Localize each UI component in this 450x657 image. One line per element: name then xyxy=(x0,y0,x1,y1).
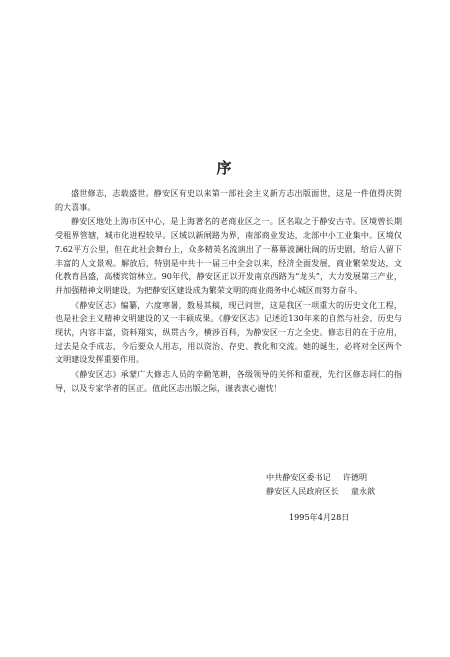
signature-line xyxy=(266,470,375,484)
signature-block xyxy=(266,470,375,498)
signature-name: 许德明 xyxy=(342,472,368,482)
signature-date: 1995年4月28日 xyxy=(289,512,350,522)
paragraph: 盛世修志，志载盛世。静安区有史以来第一部社会主义新方志出版面世，这是一件值得庆贺的大喜事。 xyxy=(55,188,402,212)
signature-role: 静安区人民政府区长 xyxy=(266,486,339,496)
preface-body xyxy=(55,187,402,397)
paragraph: 静安区地处上海市区中心，是上海著名的老商业区之一。区名取之于静安古寺。区境曾长期受租界管辖，城市化进程较早。区域以新闸路为界，南部商业发达，北部中小工业集中。区境仅7.62平方公里，但在此社会舞台上，众多精英名流演出了一幕幕波澜壮阔的历史剧，给后人留下丰富的人文景观。解放后，特别是中共十一届三中全会以来，经济全面发展，商业繁荣发达，文化教育昌盛，高楼宾馆林立。90年代，静安区正以开发南京西路为“龙头”，大力发展第三产业，并加强精神文明建设，为把静安区建设成为繁荣文明的商业商务中心城区而努力奋斗。 xyxy=(55,216,402,295)
paragraph: 《静安区志》编纂，六度寒暑，数易其稿，现已问世，这是我区一项重大的历史文化工程，也是社会主义精神文明建设的又一丰硕成果。《静安区志》记述近130年来的自然与社会、历史与现状，内容丰富，资料翔实，纵贯古今，横涉百科，为静安区一方之全史。修志目的在于应用，过去是众手成志，今后要众人用志，用以资治、存史、教化和交流。她的诞生，必将对全区两个文明建设发挥重要作用。 xyxy=(55,299,402,365)
signature-role: 中共静安区委书记 xyxy=(266,472,331,482)
paragraph: 《静安区志》承蒙广大修志人员的辛勤笔耕，各级领导的关怀和重视，先行区修志同仁的指导，以及专家学者的匡正。值此区志出版之际，谨表衷心谢忱！ xyxy=(55,369,402,393)
preface-title: 序 xyxy=(216,159,234,177)
signature-line xyxy=(266,484,375,498)
signature-name: 童永歆 xyxy=(350,486,376,496)
